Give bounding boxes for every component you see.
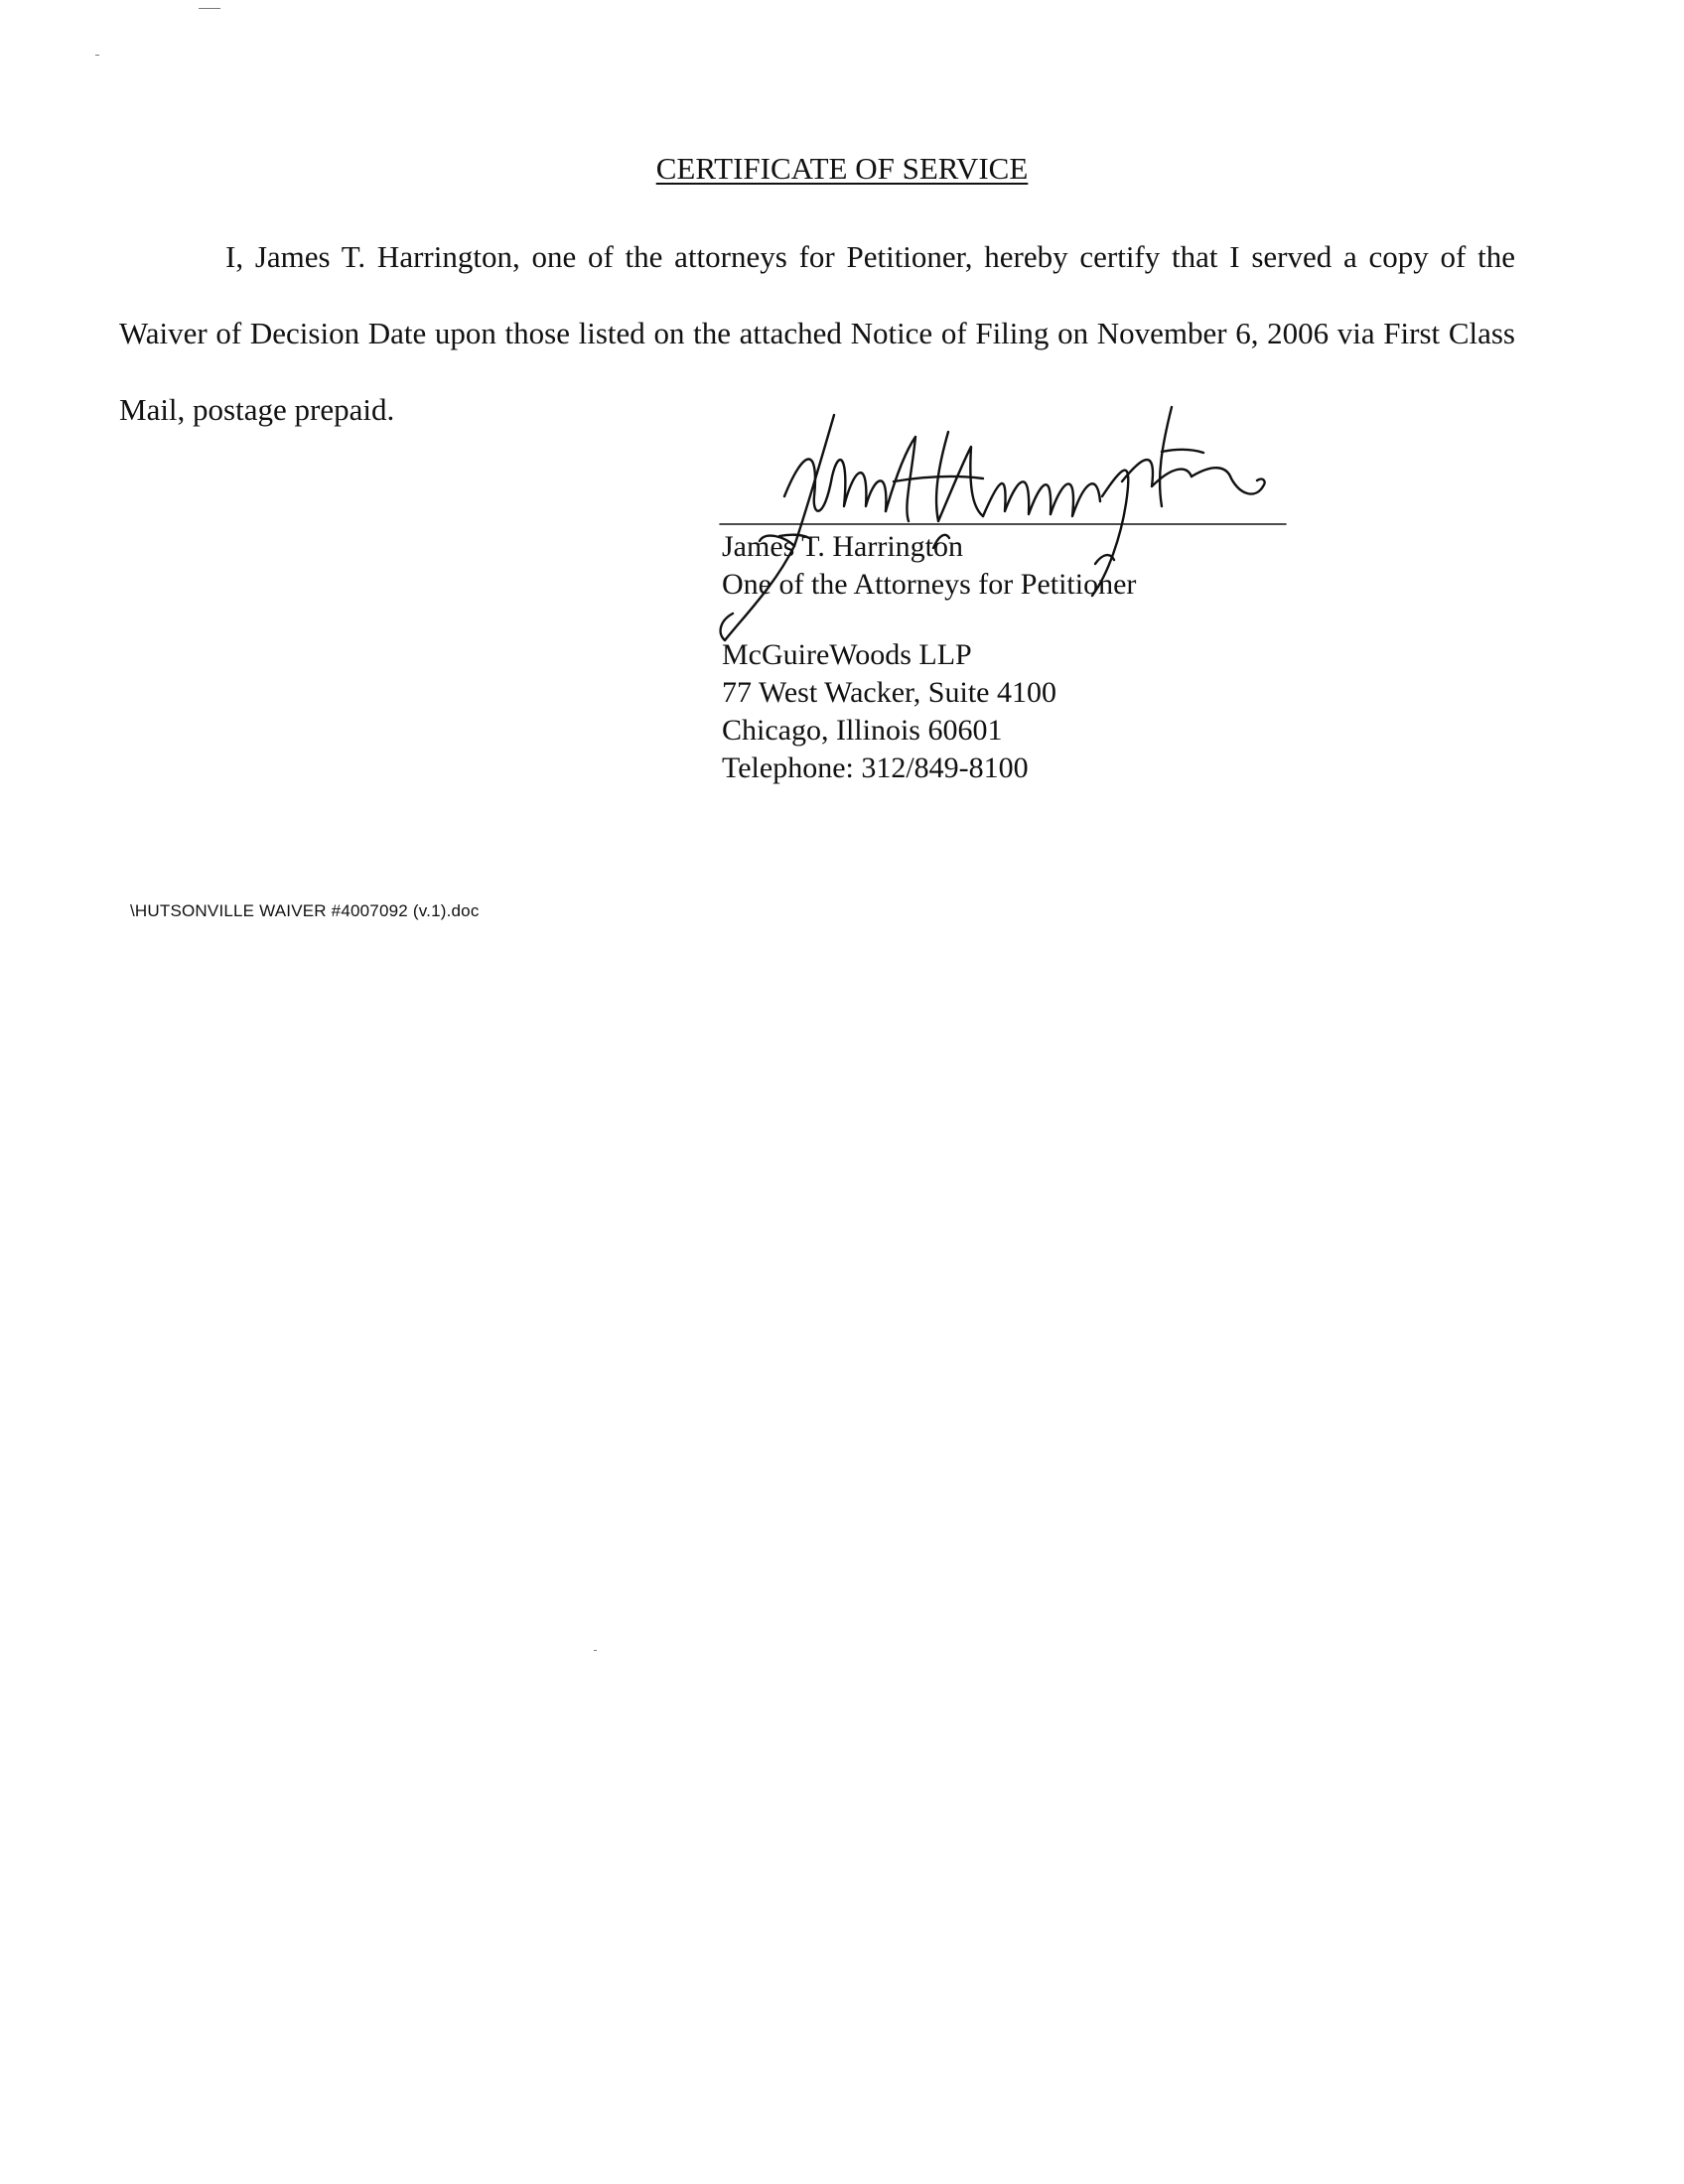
firm-name: McGuireWoods LLP [722, 638, 972, 671]
certificate-body: I, James T. Harrington, one of the attorneys for Petitioner, hereby certify that I served a copy of the Waiver of Decision Date upon those listed on the attached Notice of Filing on November 6, 2006 via First Class Mail, postage prepaid. [119, 239, 1515, 427]
scan-speck [95, 55, 99, 56]
handwritten-signature [655, 387, 1311, 655]
document-id-footer: \HUTSONVILLE WAIVER #4007092 (v.1).doc [130, 901, 480, 920]
signer-name: James T. Harrington [722, 530, 964, 563]
scan-speck [199, 8, 220, 9]
firm-address-line2: Chicago, Illinois 60601 [722, 714, 1003, 747]
scan-speck [594, 1650, 597, 1651]
signature-block [722, 528, 1136, 604]
firm-address-block [722, 636, 1056, 787]
firm-address-line1: 77 West Wacker, Suite 4100 [722, 676, 1056, 709]
certificate-title: CERTIFICATE OF SERVICE [655, 151, 1029, 186]
firm-telephone: Telephone: 312/849-8100 [722, 751, 1029, 784]
signer-role: One of the Attorneys for Petitioner [722, 568, 1137, 601]
